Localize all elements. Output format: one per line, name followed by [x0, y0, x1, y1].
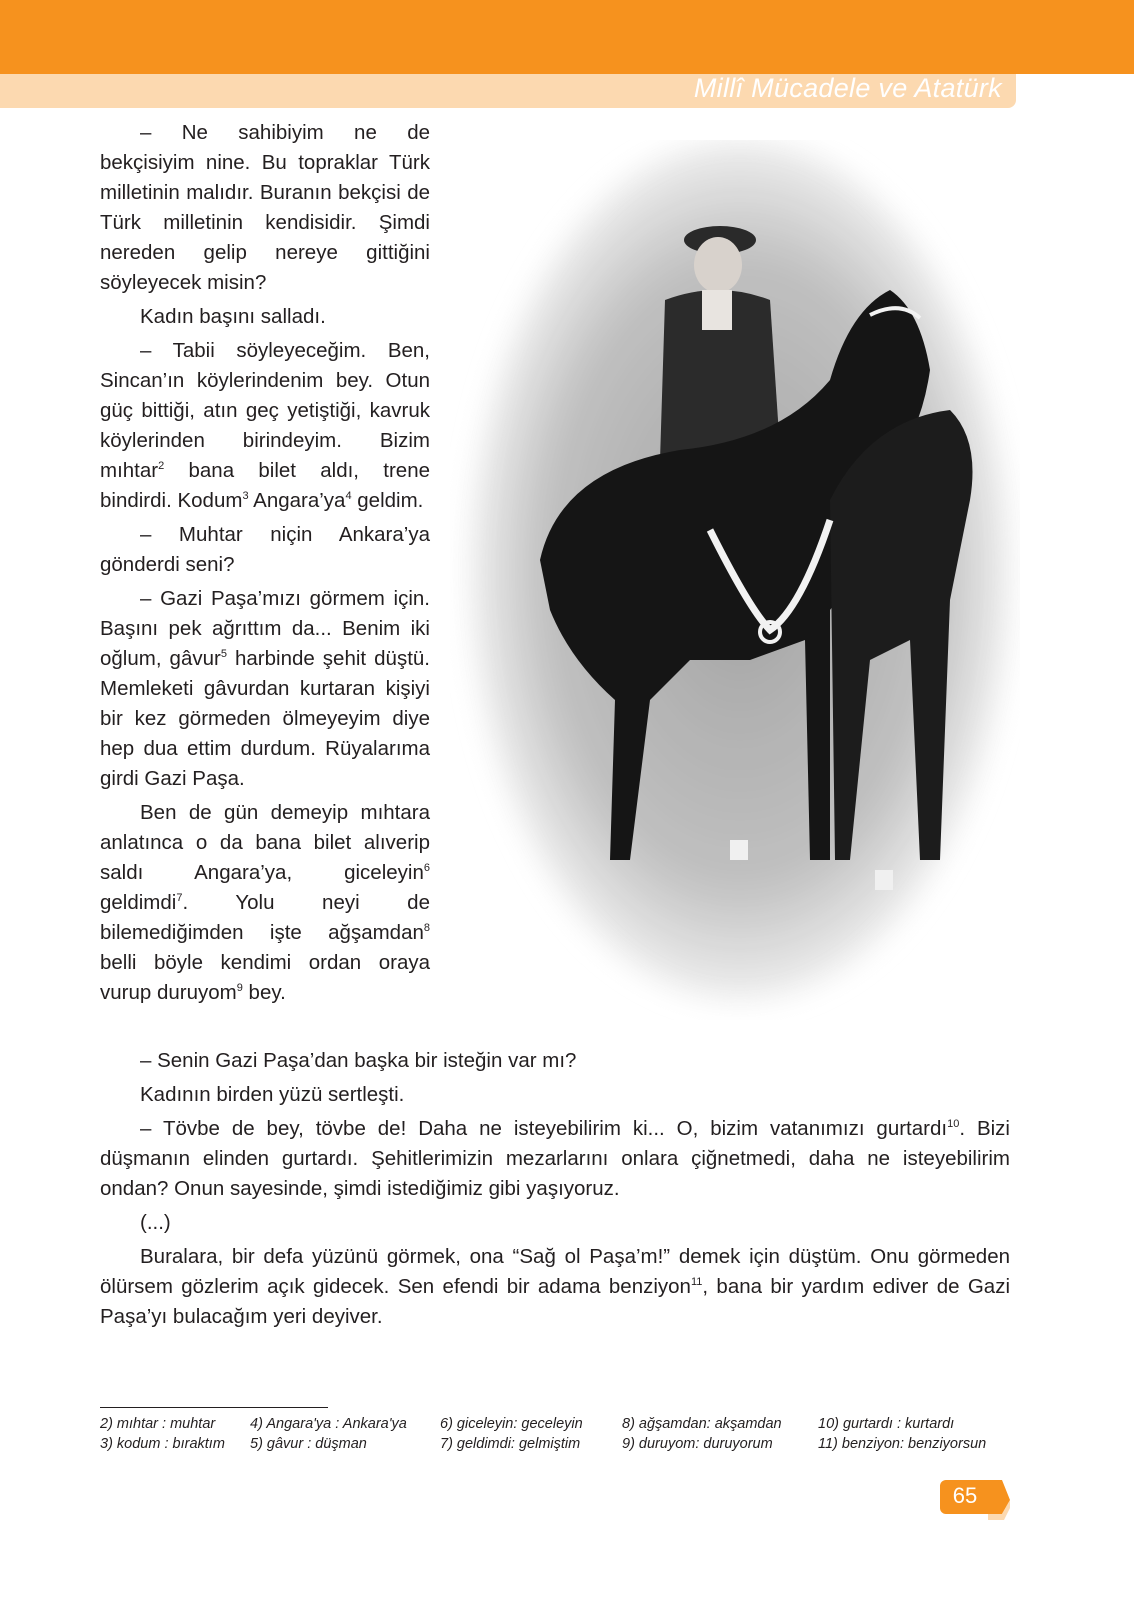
paragraph: Kadın başını salladı. — [140, 305, 326, 328]
paragraph: – Senin Gazi Paşa’dan başka bir isteğin var mı? — [140, 1049, 577, 1072]
paragraph: – Gazi Paşa’mızı görmem için. Başını pek ağrıttım da... Benim iki oğlum, gâvur$^5$ harbinde şehit düştü. Memleketi gâvurdan kurtaran kişiyi bir kez görmeden ölmeyeyim diye hep dua ettim durdum. Rüyalarıma girdi Gazi Paşa. — [100, 587, 430, 790]
footnote: 2) mıhtar : muhtar — [100, 1416, 216, 1432]
chapter-title: Millî Mücadele ve Atatürk — [693, 73, 1002, 103]
paragraph: Buralara, bir defa yüzünü görmek, ona “Sağ ol Paşa’m!” demek için düştüm. Onu görmeden ölürsem gözlerim açık gidecek. Sen efendi bir adama benziyon$^{11}$, bana bir yardım ediver de Gazi Paşa’yı bulacağım yeri deyiver. — [100, 1245, 1010, 1328]
footnote: 10) gurtardı : kurtardı — [818, 1416, 955, 1432]
page-tab-arrow-icon — [988, 1480, 1010, 1520]
footnote-column — [100, 1414, 225, 1454]
paragraph: – Tabii söyleyeceğim. Ben, Sincan’ın köylerindenim bey. Otun güç bittiği, atın geç yetiştiği, kavruk köylerinden birindeyim. Bizim mıhtar$^2$ bana bilet aldı, trene bindirdi. Kodum$^3$ $Angara’ya^4$ geldim. — [100, 339, 430, 512]
footnote: 8) ağşamdan: akşamdan — [622, 1416, 782, 1432]
footnote-column — [622, 1414, 782, 1454]
footnote: 7) geldimdi: gelmiştim — [440, 1436, 581, 1452]
narrow-text-column — [100, 118, 430, 1012]
page-number-tab — [940, 1480, 1010, 1520]
rider-on-horse-photo — [450, 140, 1020, 1020]
footnote: 6) giceleyin: geceleyin — [440, 1416, 583, 1432]
page-number: 65 — [952, 1483, 978, 1508]
footnote: 4) Angara'ya : Ankara'ya — [250, 1416, 407, 1432]
paragraph: – Muhtar niçin Ankara’ya gönderdi seni? — [100, 523, 430, 576]
paragraph: – Tövbe de bey, tövbe de! Daha ne isteyebilirim ki... O, bizim vatanımızı gurtardı$^{10}$. Bizi düşmanın elinden gurtardı. Şehitlerimizin mezarlarını onlara çiğnetmedi, daha ne isteyebilirim ondan? Onun sayesinde, şimdi istediğimiz gibi yaşıyoruz. — [100, 1117, 1010, 1200]
footnote: 11) benziyon: benziyorsun — [818, 1436, 987, 1452]
footnote-column — [250, 1414, 407, 1454]
footnote: 9) duruyom: duruyorum — [622, 1436, 773, 1452]
footnote-column — [440, 1414, 583, 1454]
paragraph: Ben de gün demeyip mıhtara anlatınca o da bana bilet alıverip saldı Angara’ya, giceleyin$^6$ geldimdi$^7$. Yolu neyi de bilemediğimden işte ağşamdan$^8$ belli böyle kendimi ordan oraya vurup duruyom$^9$ bey. — [100, 801, 430, 1004]
header-band — [0, 0, 1134, 74]
chapter-banner — [0, 74, 1016, 108]
paragraph: – Ne sahibiyim ne de bekçisiyim nine. Bu topraklar Türk milletinin malıdır. Buranın bekçisi de Türk milletinin kendisidir. Şimdi nereden gelip nereye gittiğini söyleyecek misin? — [100, 121, 430, 294]
footnote-column — [818, 1414, 986, 1454]
footnote-divider — [100, 1407, 328, 1408]
full-width-text — [100, 1046, 1010, 1336]
footnote: 3) kodum : bıraktım — [100, 1436, 225, 1452]
paragraph: (...) — [140, 1211, 171, 1234]
footnote: 5) gâvur : düşman — [250, 1436, 367, 1452]
paragraph: Kadının birden yüzü sertleşti. — [140, 1083, 405, 1106]
